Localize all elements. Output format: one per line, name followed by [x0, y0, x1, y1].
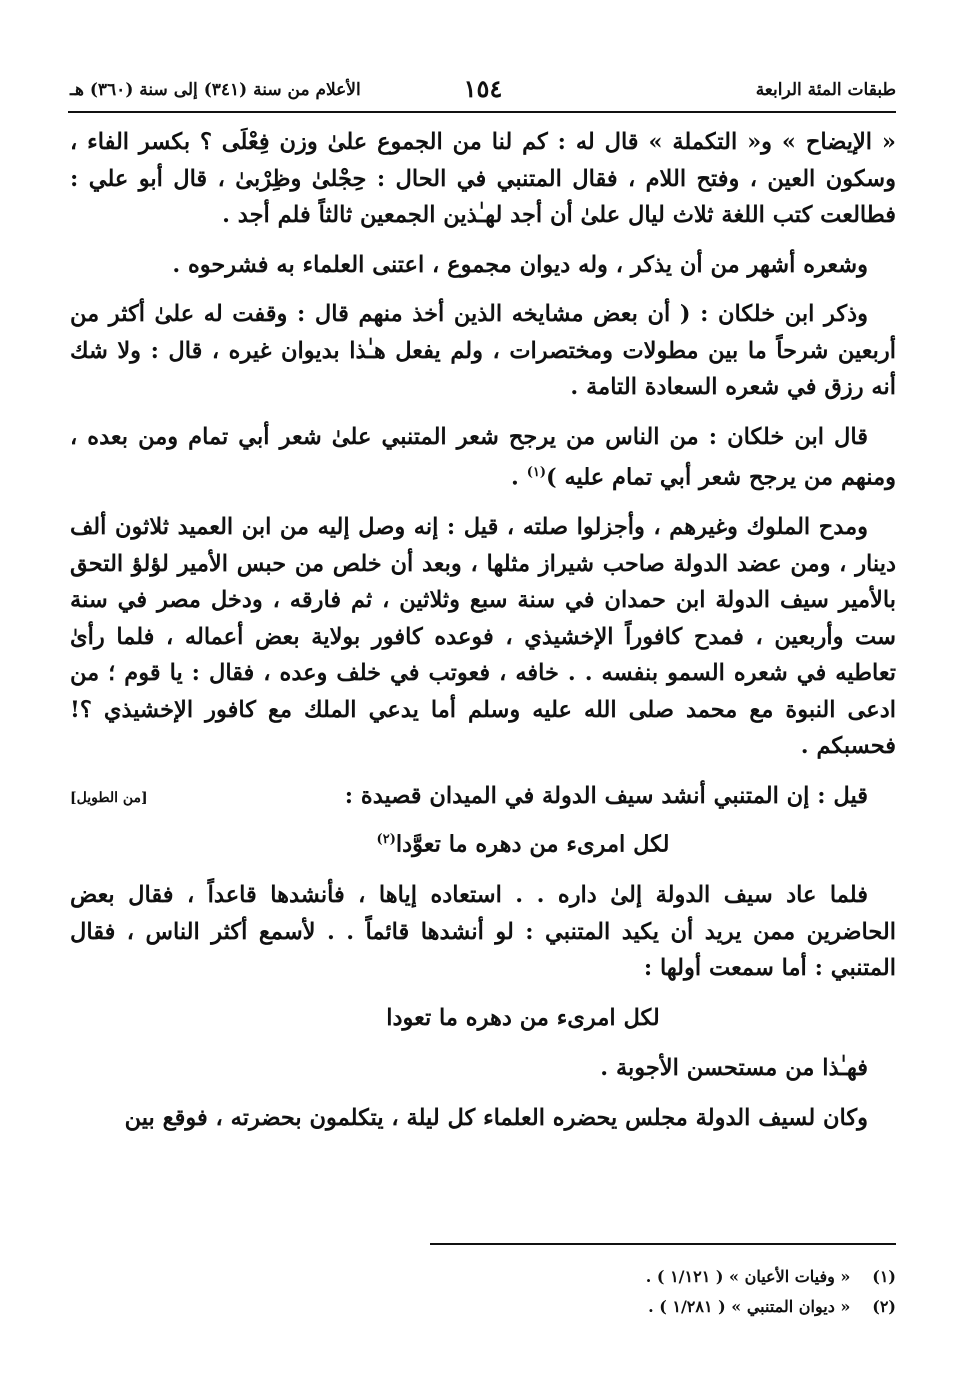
page-number: ١٥٤: [463, 74, 503, 103]
paragraph-8: وكان لسيف الدولة مجلس يحضره العلماء كل ليلة ، يتكلمون بحضرته ، فوقع بين: [124, 1104, 868, 1131]
verse-line-1: [70, 822, 896, 863]
meter-label: [من الطويل]: [70, 789, 148, 806]
footnote-2-number: (٢): [872, 1297, 896, 1316]
footnote-divider: [430, 1243, 896, 1245]
header-divider: [68, 111, 896, 113]
footnotes: [70, 1262, 896, 1322]
year-range: الأعلام من سنة (٣٤١) إلى سنة (٣٦٠) هـ: [70, 80, 361, 100]
paragraph-4: [70, 419, 896, 497]
paragraph-5: ومدح الملوك وغيرهم ، وأجزلوا صلته ، قيل : إنه وصل إليه من ابن العميد ثلاثون ألف دينار ، ومن عضد الدولة صاحب شيراز مثلها ، وبعد أن خلص من حبس الأمير لؤلؤ التحق بالأمير سيف الدولة ابن حمدان في سنة سبع وثلاثين ، ثم فارقه ، ودخل مصر في سنة ست وأربعين ، فمدح كافوراً الإخشيذي ، فوعده كافور بولاية بعض أعماله ، فلما رأىٰ تعاطيه في شعره السمو بنفسه . . خافه ، فعوتب في خلف وعده ، فقال : يا قوم ؛ من ادعى النبوة مع محمد صلى الله عليه وسلم أما يدعي الملك مع كافور الإخشيذي ؟! فحسبكم .: [70, 514, 896, 759]
paragraph-3: وذكر ابن خلكان : ( أن بعض مشايخه الذين أخذ منهم قال : وقفت له علىٰ أكثر من أربعين شرحاً ما بين مطولات ومختصرات ، ولم يفعل هـٰذا بديوان غيره ، قال : ولا شك أنه رزق في شعره السعادة التامة .: [70, 301, 896, 400]
footnote-2: [70, 1292, 896, 1322]
verse-line-2: لكل امرىء من دهره ما تعودا: [386, 1004, 660, 1031]
book-title: طبقات المئة الرابعة: [755, 80, 896, 100]
paragraph-2: وشعره أشهر من أن يذكر ، وله ديوان مجموع ، اعتنى العلماء به فشرحوه .: [172, 251, 868, 278]
paragraph-4-tail: .: [511, 464, 527, 491]
footnote-ref-1[interactable]: (١): [526, 465, 546, 480]
footnote-2-text: « ديوان المتنبي » ( ١/٢٨١ ) .: [648, 1297, 851, 1316]
paragraph-4-text: قال ابن خلكان : من الناس من يرجح شعر المتنبي علىٰ شعر أبي تمام ومن بعده ، ومنهم من يرجح شعر أبي تمام عليه ): [70, 423, 896, 491]
running-header: [70, 72, 896, 106]
verse-intro-text: قيل : إن المتنبي أنشد سيف الدولة في الميدان قصيدة :: [344, 782, 868, 809]
footnote-1-number: (١): [872, 1267, 896, 1286]
verse-1-text: لكل امرىء من دهره ما تعوَّدا: [395, 831, 670, 858]
page-body: [70, 124, 896, 1149]
verse-intro: [70, 778, 896, 815]
paragraph-1: « الإيضاح » و« التكملة » قال له : كم لنا من الجموع علىٰ وزن فِعْلَى ؟ بكسر الفاء ، وسكون العين ، وفتح اللام ، فقال المتنبي في الحال : حِجْلىٰ وظِرْبىٰ ، قال أبو علي : فطالعت كتب اللغة ثلاث ليال علىٰ أن أجد لهـٰذين الجمعين ثالثاً فلم أجد .: [70, 129, 896, 228]
paragraph-7: فهـٰذا من مستحسن الأجوبة .: [600, 1055, 868, 1081]
footnote-1-text: « وفيات الأعيان » ( ١/١٢١ ) .: [645, 1267, 851, 1286]
footnote-1: [70, 1262, 896, 1292]
footnote-ref-2[interactable]: (٢): [376, 832, 396, 847]
paragraph-6: فلما عاد سيف الدولة إلىٰ داره . . استعاده إياها ، فأنشدها قاعداً ، فقال بعض الحاضرين ممن يريد أن يكيد المتنبي : لو أنشدها قائماً . . لأسمع أكثر الناس ، فقال المتنبي : أما سمعت أولها :: [70, 882, 896, 981]
